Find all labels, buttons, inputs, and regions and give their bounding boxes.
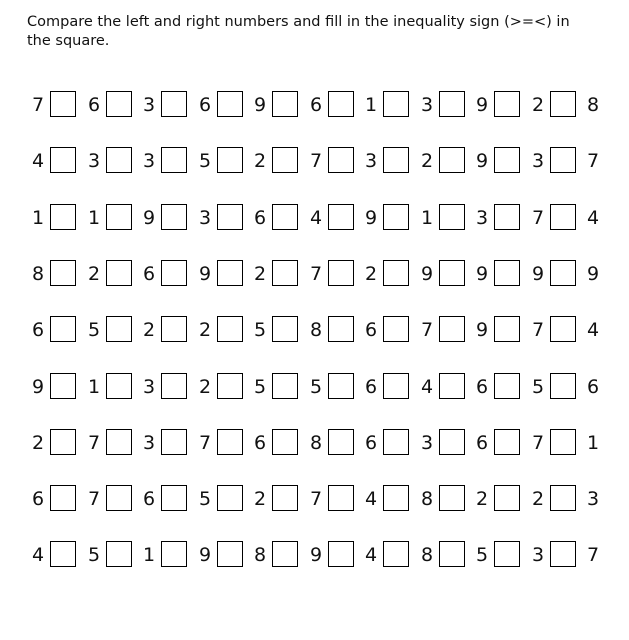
number: 3 xyxy=(87,150,101,172)
answer-box[interactable] xyxy=(272,147,298,173)
comparison-row xyxy=(0,540,629,570)
number: 9 xyxy=(531,263,545,285)
number: 2 xyxy=(475,488,489,510)
number: 9 xyxy=(198,544,212,566)
number: 2 xyxy=(198,319,212,341)
answer-box[interactable] xyxy=(328,147,354,173)
answer-box[interactable] xyxy=(439,147,465,173)
comparison-row xyxy=(0,203,629,233)
number: 2 xyxy=(253,150,267,172)
number: 8 xyxy=(309,432,323,454)
number: 8 xyxy=(586,94,600,116)
number: 3 xyxy=(142,94,156,116)
answer-box[interactable] xyxy=(272,204,298,230)
answer-box[interactable] xyxy=(50,260,76,286)
answer-box[interactable] xyxy=(106,429,132,455)
answer-box[interactable] xyxy=(106,260,132,286)
answer-box[interactable] xyxy=(439,204,465,230)
answer-box[interactable] xyxy=(161,429,187,455)
answer-box[interactable] xyxy=(328,373,354,399)
number: 6 xyxy=(586,376,600,398)
answer-box[interactable] xyxy=(217,541,243,567)
answer-box[interactable] xyxy=(550,147,576,173)
answer-box[interactable] xyxy=(439,91,465,117)
answer-box[interactable] xyxy=(161,316,187,342)
answer-box[interactable] xyxy=(161,204,187,230)
number: 1 xyxy=(364,94,378,116)
answer-box[interactable] xyxy=(439,316,465,342)
answer-box[interactable] xyxy=(439,429,465,455)
answer-box[interactable] xyxy=(383,541,409,567)
number: 7 xyxy=(309,150,323,172)
number: 3 xyxy=(142,150,156,172)
answer-box[interactable] xyxy=(106,91,132,117)
number: 7 xyxy=(420,319,434,341)
answer-box[interactable] xyxy=(328,260,354,286)
answer-box[interactable] xyxy=(439,373,465,399)
comparison-row xyxy=(0,372,629,402)
number: 6 xyxy=(253,207,267,229)
number: 2 xyxy=(253,488,267,510)
answer-box[interactable] xyxy=(494,485,520,511)
answer-box[interactable] xyxy=(272,91,298,117)
answer-box[interactable] xyxy=(161,485,187,511)
number: 5 xyxy=(198,150,212,172)
answer-box[interactable] xyxy=(106,147,132,173)
number: 5 xyxy=(531,376,545,398)
answer-box[interactable] xyxy=(439,260,465,286)
number: 9 xyxy=(309,544,323,566)
number: 6 xyxy=(87,94,101,116)
answer-box[interactable] xyxy=(217,204,243,230)
number: 3 xyxy=(531,150,545,172)
number: 6 xyxy=(142,263,156,285)
number: 1 xyxy=(87,207,101,229)
number: 9 xyxy=(142,207,156,229)
answer-box[interactable] xyxy=(50,429,76,455)
number: 2 xyxy=(31,432,45,454)
instruction-text: Compare the left and right numbers and fill in the inequality sign (>=<) in the square. xyxy=(27,14,570,49)
number: 4 xyxy=(364,544,378,566)
answer-box[interactable] xyxy=(272,485,298,511)
answer-box[interactable] xyxy=(161,147,187,173)
answer-box[interactable] xyxy=(383,91,409,117)
number: 7 xyxy=(31,94,45,116)
number: 5 xyxy=(253,319,267,341)
answer-box[interactable] xyxy=(550,485,576,511)
number: 3 xyxy=(420,94,434,116)
answer-box[interactable] xyxy=(106,316,132,342)
comparison-row xyxy=(0,259,629,289)
answer-box[interactable] xyxy=(494,373,520,399)
number: 1 xyxy=(87,376,101,398)
number: 6 xyxy=(475,376,489,398)
number: 7 xyxy=(198,432,212,454)
answer-box[interactable] xyxy=(494,204,520,230)
number: 2 xyxy=(531,488,545,510)
number: 9 xyxy=(198,263,212,285)
answer-box[interactable] xyxy=(217,485,243,511)
answer-box[interactable] xyxy=(50,147,76,173)
answer-box[interactable] xyxy=(161,373,187,399)
answer-box[interactable] xyxy=(550,316,576,342)
number: 6 xyxy=(198,94,212,116)
number: 4 xyxy=(420,376,434,398)
answer-box[interactable] xyxy=(217,373,243,399)
number: 9 xyxy=(364,207,378,229)
answer-box[interactable] xyxy=(550,91,576,117)
answer-box[interactable] xyxy=(106,373,132,399)
number: 3 xyxy=(475,207,489,229)
number: 4 xyxy=(31,150,45,172)
number: 3 xyxy=(142,376,156,398)
number: 6 xyxy=(364,432,378,454)
number: 3 xyxy=(142,432,156,454)
number: 5 xyxy=(475,544,489,566)
number: 7 xyxy=(87,432,101,454)
answer-box[interactable] xyxy=(383,204,409,230)
answer-box[interactable] xyxy=(383,316,409,342)
answer-box[interactable] xyxy=(161,91,187,117)
answer-box[interactable] xyxy=(272,316,298,342)
number: 2 xyxy=(87,263,101,285)
answer-box[interactable] xyxy=(50,91,76,117)
answer-box[interactable] xyxy=(217,260,243,286)
number: 2 xyxy=(420,150,434,172)
number: 7 xyxy=(586,150,600,172)
answer-box[interactable] xyxy=(106,485,132,511)
number: 4 xyxy=(31,544,45,566)
number: 7 xyxy=(531,207,545,229)
number: 2 xyxy=(253,263,267,285)
number: 9 xyxy=(475,319,489,341)
number: 6 xyxy=(31,319,45,341)
number: 3 xyxy=(586,488,600,510)
answer-box[interactable] xyxy=(383,147,409,173)
number: 7 xyxy=(586,544,600,566)
answer-box[interactable] xyxy=(328,316,354,342)
number: 1 xyxy=(586,432,600,454)
answer-box[interactable] xyxy=(161,260,187,286)
answer-box[interactable] xyxy=(272,429,298,455)
number: 9 xyxy=(420,263,434,285)
answer-box[interactable] xyxy=(494,91,520,117)
answer-box[interactable] xyxy=(50,373,76,399)
answer-box[interactable] xyxy=(328,429,354,455)
answer-box[interactable] xyxy=(50,541,76,567)
number: 9 xyxy=(475,263,489,285)
answer-box[interactable] xyxy=(217,316,243,342)
comparison-row xyxy=(0,146,629,176)
number: 8 xyxy=(420,544,434,566)
answer-box[interactable] xyxy=(217,429,243,455)
number: 9 xyxy=(475,94,489,116)
number: 6 xyxy=(309,94,323,116)
number: 4 xyxy=(364,488,378,510)
answer-box[interactable] xyxy=(439,541,465,567)
answer-box[interactable] xyxy=(550,260,576,286)
number: 1 xyxy=(142,544,156,566)
number: 6 xyxy=(364,376,378,398)
answer-box[interactable] xyxy=(217,91,243,117)
number: 2 xyxy=(198,376,212,398)
answer-box[interactable] xyxy=(494,316,520,342)
number: 7 xyxy=(531,319,545,341)
number: 5 xyxy=(198,488,212,510)
comparison-row xyxy=(0,484,629,514)
number: 5 xyxy=(309,376,323,398)
answer-box[interactable] xyxy=(328,485,354,511)
number: 6 xyxy=(31,488,45,510)
number: 2 xyxy=(142,319,156,341)
number: 1 xyxy=(420,207,434,229)
answer-box[interactable] xyxy=(494,541,520,567)
number: 8 xyxy=(253,544,267,566)
comparison-row xyxy=(0,428,629,458)
answer-box[interactable] xyxy=(550,373,576,399)
number: 4 xyxy=(309,207,323,229)
number: 2 xyxy=(531,94,545,116)
answer-box[interactable] xyxy=(494,429,520,455)
number: 3 xyxy=(531,544,545,566)
answer-box[interactable] xyxy=(550,541,576,567)
answer-box[interactable] xyxy=(383,373,409,399)
answer-box[interactable] xyxy=(494,260,520,286)
answer-box[interactable] xyxy=(106,204,132,230)
number: 9 xyxy=(475,150,489,172)
number: 6 xyxy=(253,432,267,454)
number: 7 xyxy=(87,488,101,510)
number: 8 xyxy=(420,488,434,510)
answer-box[interactable] xyxy=(272,541,298,567)
number: 6 xyxy=(364,319,378,341)
answer-box[interactable] xyxy=(50,485,76,511)
number: 7 xyxy=(309,263,323,285)
number: 7 xyxy=(531,432,545,454)
number: 3 xyxy=(198,207,212,229)
number: 3 xyxy=(364,150,378,172)
comparison-row xyxy=(0,90,629,120)
answer-box[interactable] xyxy=(550,204,576,230)
answer-box[interactable] xyxy=(383,429,409,455)
answer-box[interactable] xyxy=(328,91,354,117)
answer-box[interactable] xyxy=(328,204,354,230)
number: 5 xyxy=(87,544,101,566)
number: 3 xyxy=(420,432,434,454)
answer-box[interactable] xyxy=(383,485,409,511)
answer-box[interactable] xyxy=(383,260,409,286)
number: 8 xyxy=(309,319,323,341)
answer-box[interactable] xyxy=(217,147,243,173)
number: 9 xyxy=(253,94,267,116)
number: 9 xyxy=(586,263,600,285)
number: 6 xyxy=(142,488,156,510)
answer-box[interactable] xyxy=(439,485,465,511)
number: 5 xyxy=(253,376,267,398)
number: 8 xyxy=(31,263,45,285)
number: 4 xyxy=(586,319,600,341)
answer-box[interactable] xyxy=(550,429,576,455)
answer-box[interactable] xyxy=(50,316,76,342)
answer-box[interactable] xyxy=(494,147,520,173)
number: 6 xyxy=(475,432,489,454)
comparison-row xyxy=(0,315,629,345)
number: 1 xyxy=(31,207,45,229)
number: 7 xyxy=(309,488,323,510)
number: 9 xyxy=(31,376,45,398)
answer-box[interactable] xyxy=(272,260,298,286)
answer-box[interactable] xyxy=(328,541,354,567)
answer-box[interactable] xyxy=(50,204,76,230)
answer-box[interactable] xyxy=(272,373,298,399)
number: 2 xyxy=(364,263,378,285)
answer-box[interactable] xyxy=(161,541,187,567)
answer-box[interactable] xyxy=(106,541,132,567)
number: 4 xyxy=(586,207,600,229)
number: 5 xyxy=(87,319,101,341)
